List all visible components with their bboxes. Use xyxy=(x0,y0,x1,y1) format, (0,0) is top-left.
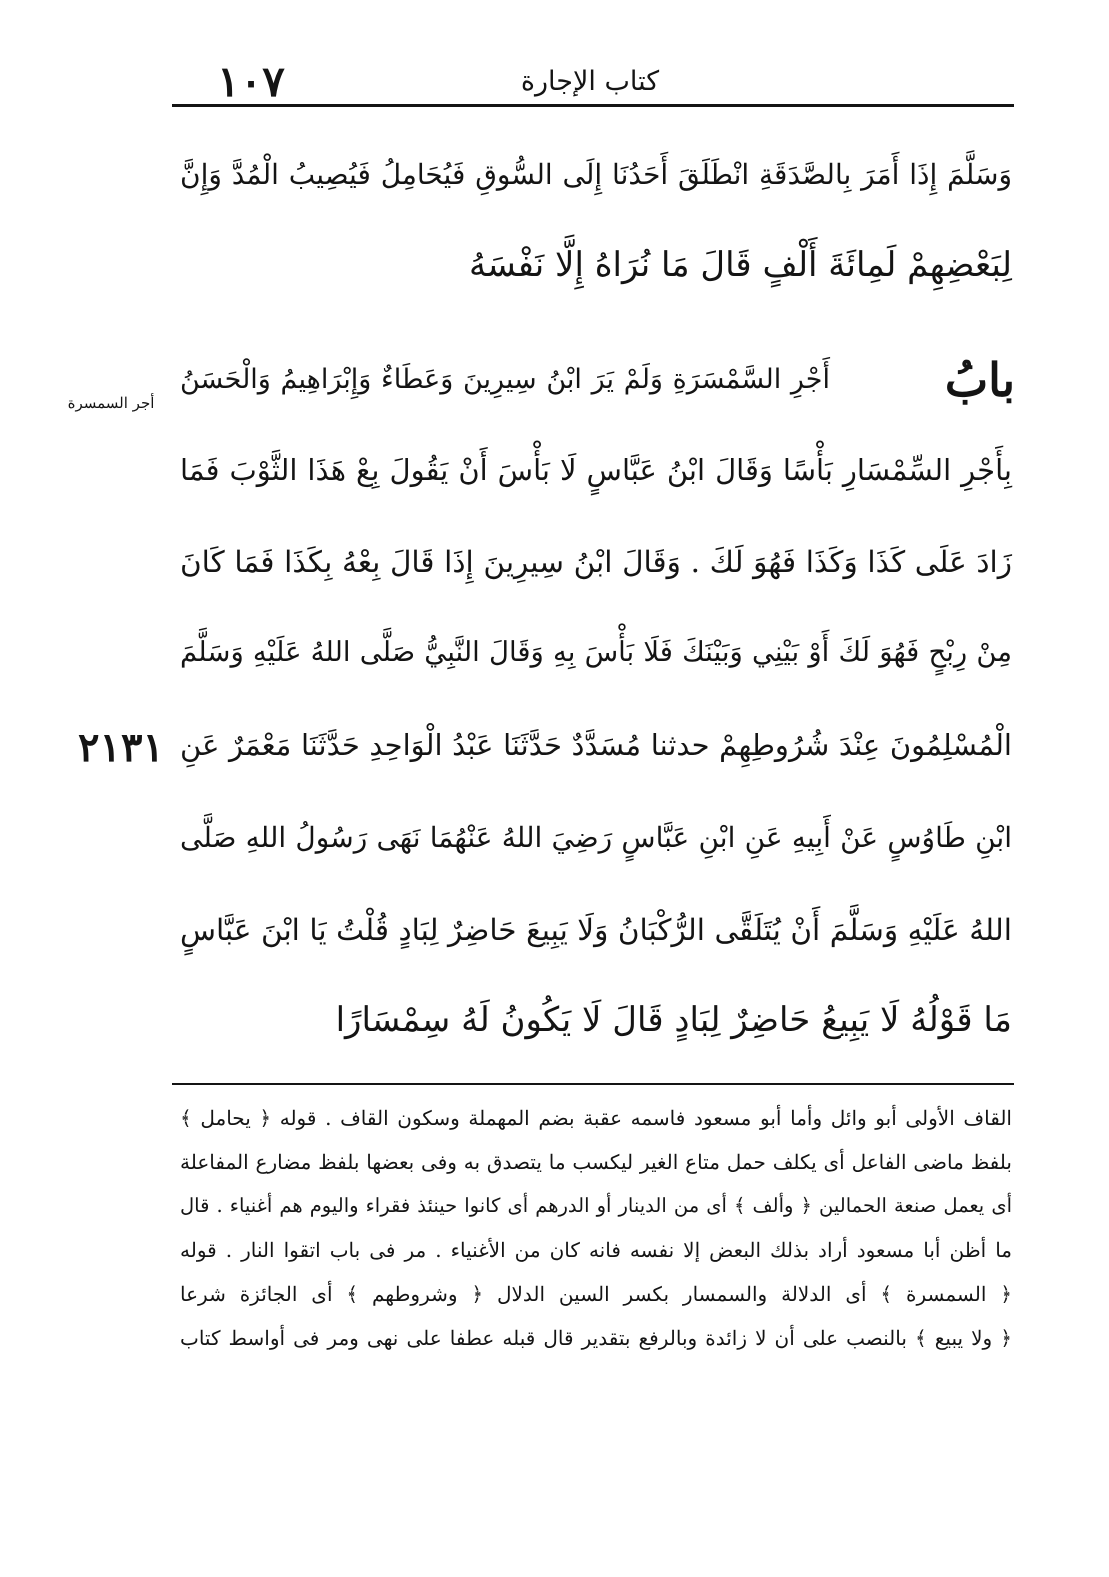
main-text-line-8: ابْنِ طَاوُسٍ عَنْ أَبِيهِ عَنِ ابْنِ عَبَّاسٍ رَضِيَ اللهُ عَنْهُمَا نَهَى رَسُولُ اللهِ صَلَّى xyxy=(180,821,1012,854)
main-text-line-2: لِبَعْضِهِمْ لَمِائَةَ أَلْفٍ قَالَ مَا نُرَاهُ إِلَّا نَفْسَهُ xyxy=(469,245,1012,285)
margin-note: أجر السمسرة xyxy=(67,394,155,412)
chapter-title: كتاب الإجارة xyxy=(520,66,660,97)
footnote-line-5: ﴿ السمسرة ﴾ أى الدلالة والسمسار بكسر السين الدلال ﴿ وشروطهم ﴾ أى الجائزة شرعا xyxy=(180,1282,1012,1306)
footnote-line-1: القاف الأولى أبو وائل وأما أبو مسعود فاسمه عقبة بضم المهملة وسكون القاف . قوله ﴿ يحامل ﴾ xyxy=(180,1106,1012,1130)
main-text-line-1: وَسَلَّمَ إِذَا أَمَرَ بِالصَّدَقَةِ انْطَلَقَ أَحَدُنَا إِلَى السُّوقِ فَيُحَامِلُ فَيُصِيبُ الْمُدَّ وَإِنَّ xyxy=(180,158,1012,191)
footnote-line-6: ﴿ ولا يبيع ﴾ بالنصب على أن لا زائدة وبالرفع بتقدير قال قبله عطفا على نهى ومر فى أواسط كتاب xyxy=(180,1326,1012,1350)
main-text-line-10: مَا قَوْلُهُ لَا يَبِيعُ حَاضِرٌ لِبَادٍ قَالَ لَا يَكُونُ لَهُ سِمْسَارًا xyxy=(335,1000,1012,1040)
main-text-line-7: الْمُسْلِمُونَ عِنْدَ شُرُوطِهِمْ حدثنا مُسَدَّدٌ حَدَّثَنَا عَبْدُ الْوَاحِدِ حَدَّثَنَا مَعْمَرٌ عَنِ xyxy=(180,728,1012,762)
main-text-line-6: مِنْ رِبْحٍ فَهُوَ لَكَ أَوْ بَيْنِي وَبَيْنَكَ فَلَا بَأْسَ بِهِ وَقَالَ النَّبِيُّ صَلَّى اللهُ عَلَيْهِ وَسَلَّمَ xyxy=(180,636,1012,668)
main-text-line-9: اللهُ عَلَيْهِ وَسَلَّمَ أَنْ يُتَلَقَّى الرُّكْبَانُ وَلَا يَبِيعَ حَاضِرٌ لِبَادٍ قُلْتُ يَا ابْنَ عَبَّاسٍ xyxy=(180,913,1012,947)
footnote-line-4: ما أظن أبا مسعود أراد بذلك البعض إلا نفسه فانه كان من الأغنياء . مر فى باب اتقوا النار . قوله xyxy=(180,1238,1012,1262)
footnote-rule xyxy=(172,1083,1014,1085)
main-text-line-4: بِأَجْرِ السِّمْسَارِ بَأْسًا وَقَالَ ابْنُ عَبَّاسٍ لَا بَأْسَ أَنْ يَقُولَ بِعْ هَذَا الثَّوْبَ فَمَا xyxy=(180,453,1012,487)
hadith-number: ٢١٣١ xyxy=(78,724,164,771)
footnote-line-3: أى يعمل صنعة الحمالين ﴿ وألف ﴾ أى من الدينار أو الدرهم أى كانوا حينئذ فقراء واليوم هم أغنياء . قال xyxy=(180,1194,1012,1217)
main-text-line-5: زَادَ عَلَى كَذَا وَكَذَا فَهُوَ لَكَ . وَقَالَ ابْنُ سِيرِينَ إِذَا قَالَ بِعْهُ بِكَذَا فَمَا كَانَ xyxy=(180,545,1012,579)
page-number: ١٠٧ xyxy=(217,57,285,106)
bab-label: بابُ xyxy=(944,353,1015,407)
header-rule xyxy=(172,104,1014,107)
bab-heading: أَجْرِ السَّمْسَرَةِ وَلَمْ يَرَ ابْنُ سِيرِينَ وَعَطَاءٌ وَإِبْرَاهِيمُ وَالْحَسَنُ xyxy=(180,364,830,395)
footnote-line-2: بلفظ ماضى الفاعل أى يكلف حمل متاع الغير ليكسب ما يتصدق به وفى بعضها بلفظ مضارع المفاعلة xyxy=(180,1150,1012,1174)
